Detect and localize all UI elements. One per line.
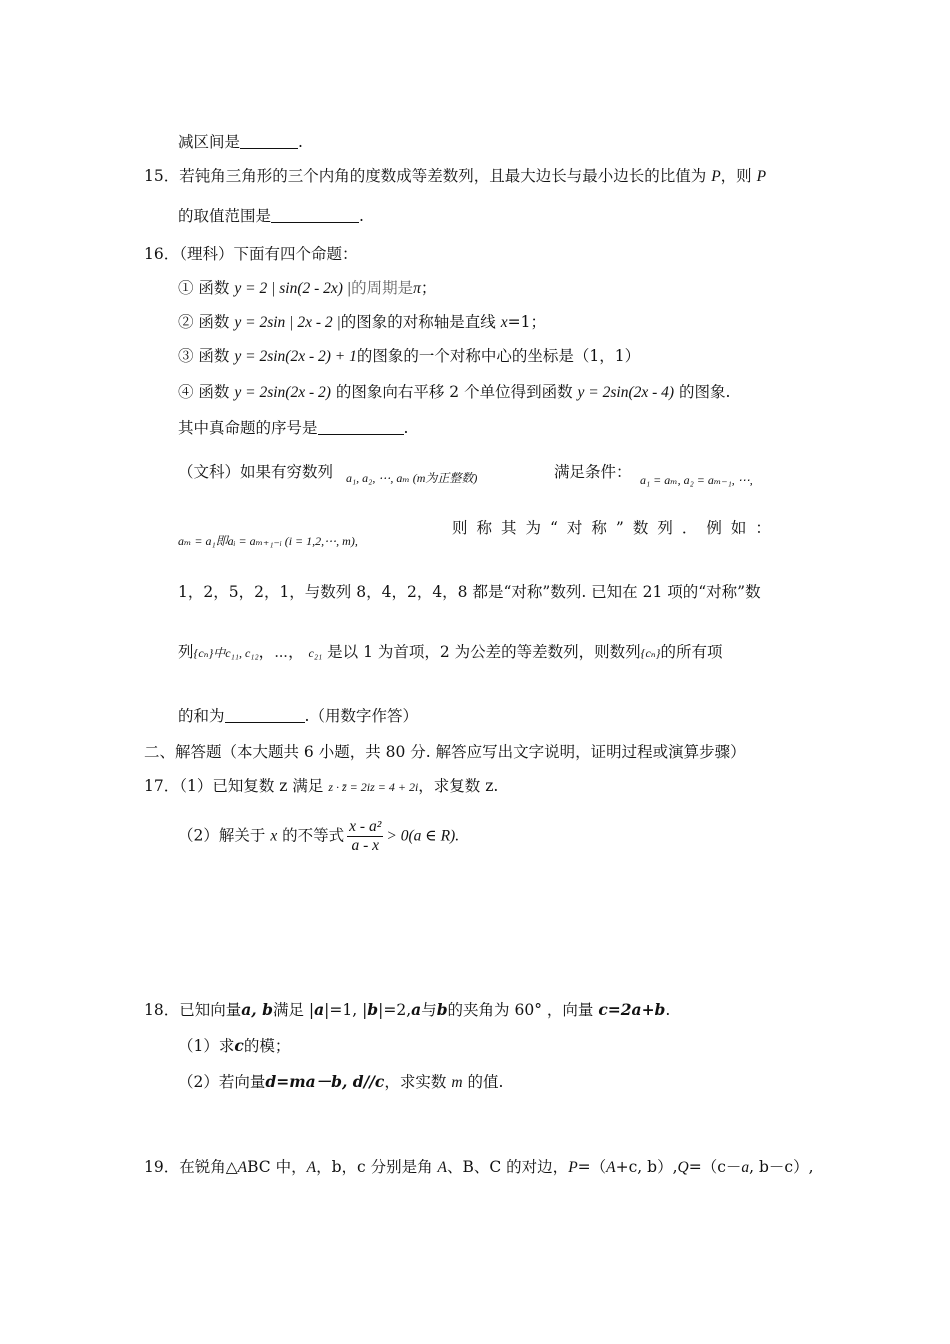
- wenke-symmetric-def: 则称其为“对称”数列．例如：: [452, 519, 780, 537]
- question-17-2: （2）解关于 x 的不等式 $\frac{\text{x - a²}}{a - x}$ > 0(a ∈ R).: [178, 818, 460, 854]
- true-propositions: 其中真命题的序号是 .: [178, 419, 409, 437]
- wenke-sum: 的和为 .（用数字作答）: [178, 707, 418, 725]
- inequality-fraction: $\frac{\text{x - a²}}{a - x}$: [349, 818, 382, 854]
- proposition-4: ④ 函数 y = 2sin(2x - 2) 的图象向右平移 2 个单位得到函数 y = 2sin(2x - 4) 的图象.: [178, 383, 731, 401]
- wenke-cond: a₁ = aₘ, a₂ = aₘ₋₁, ⋯,: [640, 473, 753, 487]
- section-2-heading: 二、解答题（本大题共 6 小题，共 80 分. 解答应写出文字说明，证明过程或演算步骤）: [144, 743, 746, 761]
- question-16: 16．（理科）下面有四个命题：: [144, 245, 358, 263]
- answer-blank[interactable]: [225, 706, 305, 723]
- question-18: 18．已知向量a, b满足 |a|=1, |b|=2,a与b的夹角为 60° ，向量 c=2a+b.: [144, 1000, 671, 1019]
- question-18-1: （1）求c的模；: [178, 1036, 291, 1055]
- wenke-cond-label: 满足条件：: [554, 463, 632, 481]
- wenke-seq-c: 列{cₙ}中c₁₁, c₁₂，⋯， c₂₁ 是以 1 为首项，2 为公差的等差数列，则数列{cₙ}的所有项: [178, 643, 723, 661]
- answer-blank[interactable]: [240, 132, 298, 149]
- wenke-example: 1，2，5，2，1，与数列 8，4，2，4，8 都是“对称”数列. 已知在 21 项的“对称”数: [178, 583, 761, 601]
- question-15-cont: 的取值范围是 .: [178, 207, 364, 225]
- line-1: 减区间是 .: [178, 133, 303, 151]
- proposition-3: ③ 函数 y = 2sin(2x - 2) + 1的图象的一个对称中心的坐标是（1，1）: [178, 347, 641, 365]
- wenke-cond-2: aₘ = a₁即aᵢ = aₘ₊₁₋ᵢ (i = 1,2,⋯, m),: [178, 534, 358, 548]
- wenke-line-1: （文科）如果有穷数列: [178, 463, 334, 481]
- proposition-1: ① 函数 y = 2 | sin(2 - 2x) |的周期是π；: [178, 279, 437, 297]
- question-18-2: （2）若向量d=ma－b, d//c，求实数 m 的值.: [178, 1072, 504, 1091]
- answer-blank[interactable]: [318, 418, 404, 435]
- question-17-1: 17．（1）已知复数 z 满足 z · z̄ = 2iz = 4 + 2i，求复数 z.: [144, 777, 499, 795]
- proposition-2: ② 函数 y = 2sin | 2x - 2 |的图象的对称轴是直线 x=1；: [178, 313, 546, 331]
- question-19: 19．在锐角△ABC 中，A，b，c 分别是角 A、B、C 的对边，P=（A+c, b）,Q=（c－a, b－c）,: [144, 1158, 814, 1176]
- answer-blank[interactable]: [271, 206, 359, 223]
- question-15: 15．若钝角三角形的三个内角的度数成等差数列，且最大边长与最小边长的比值为 P，则 P: [144, 167, 767, 185]
- wenke-seq: a₁, a₂, ⋯, aₘ (m为正整数): [346, 471, 478, 485]
